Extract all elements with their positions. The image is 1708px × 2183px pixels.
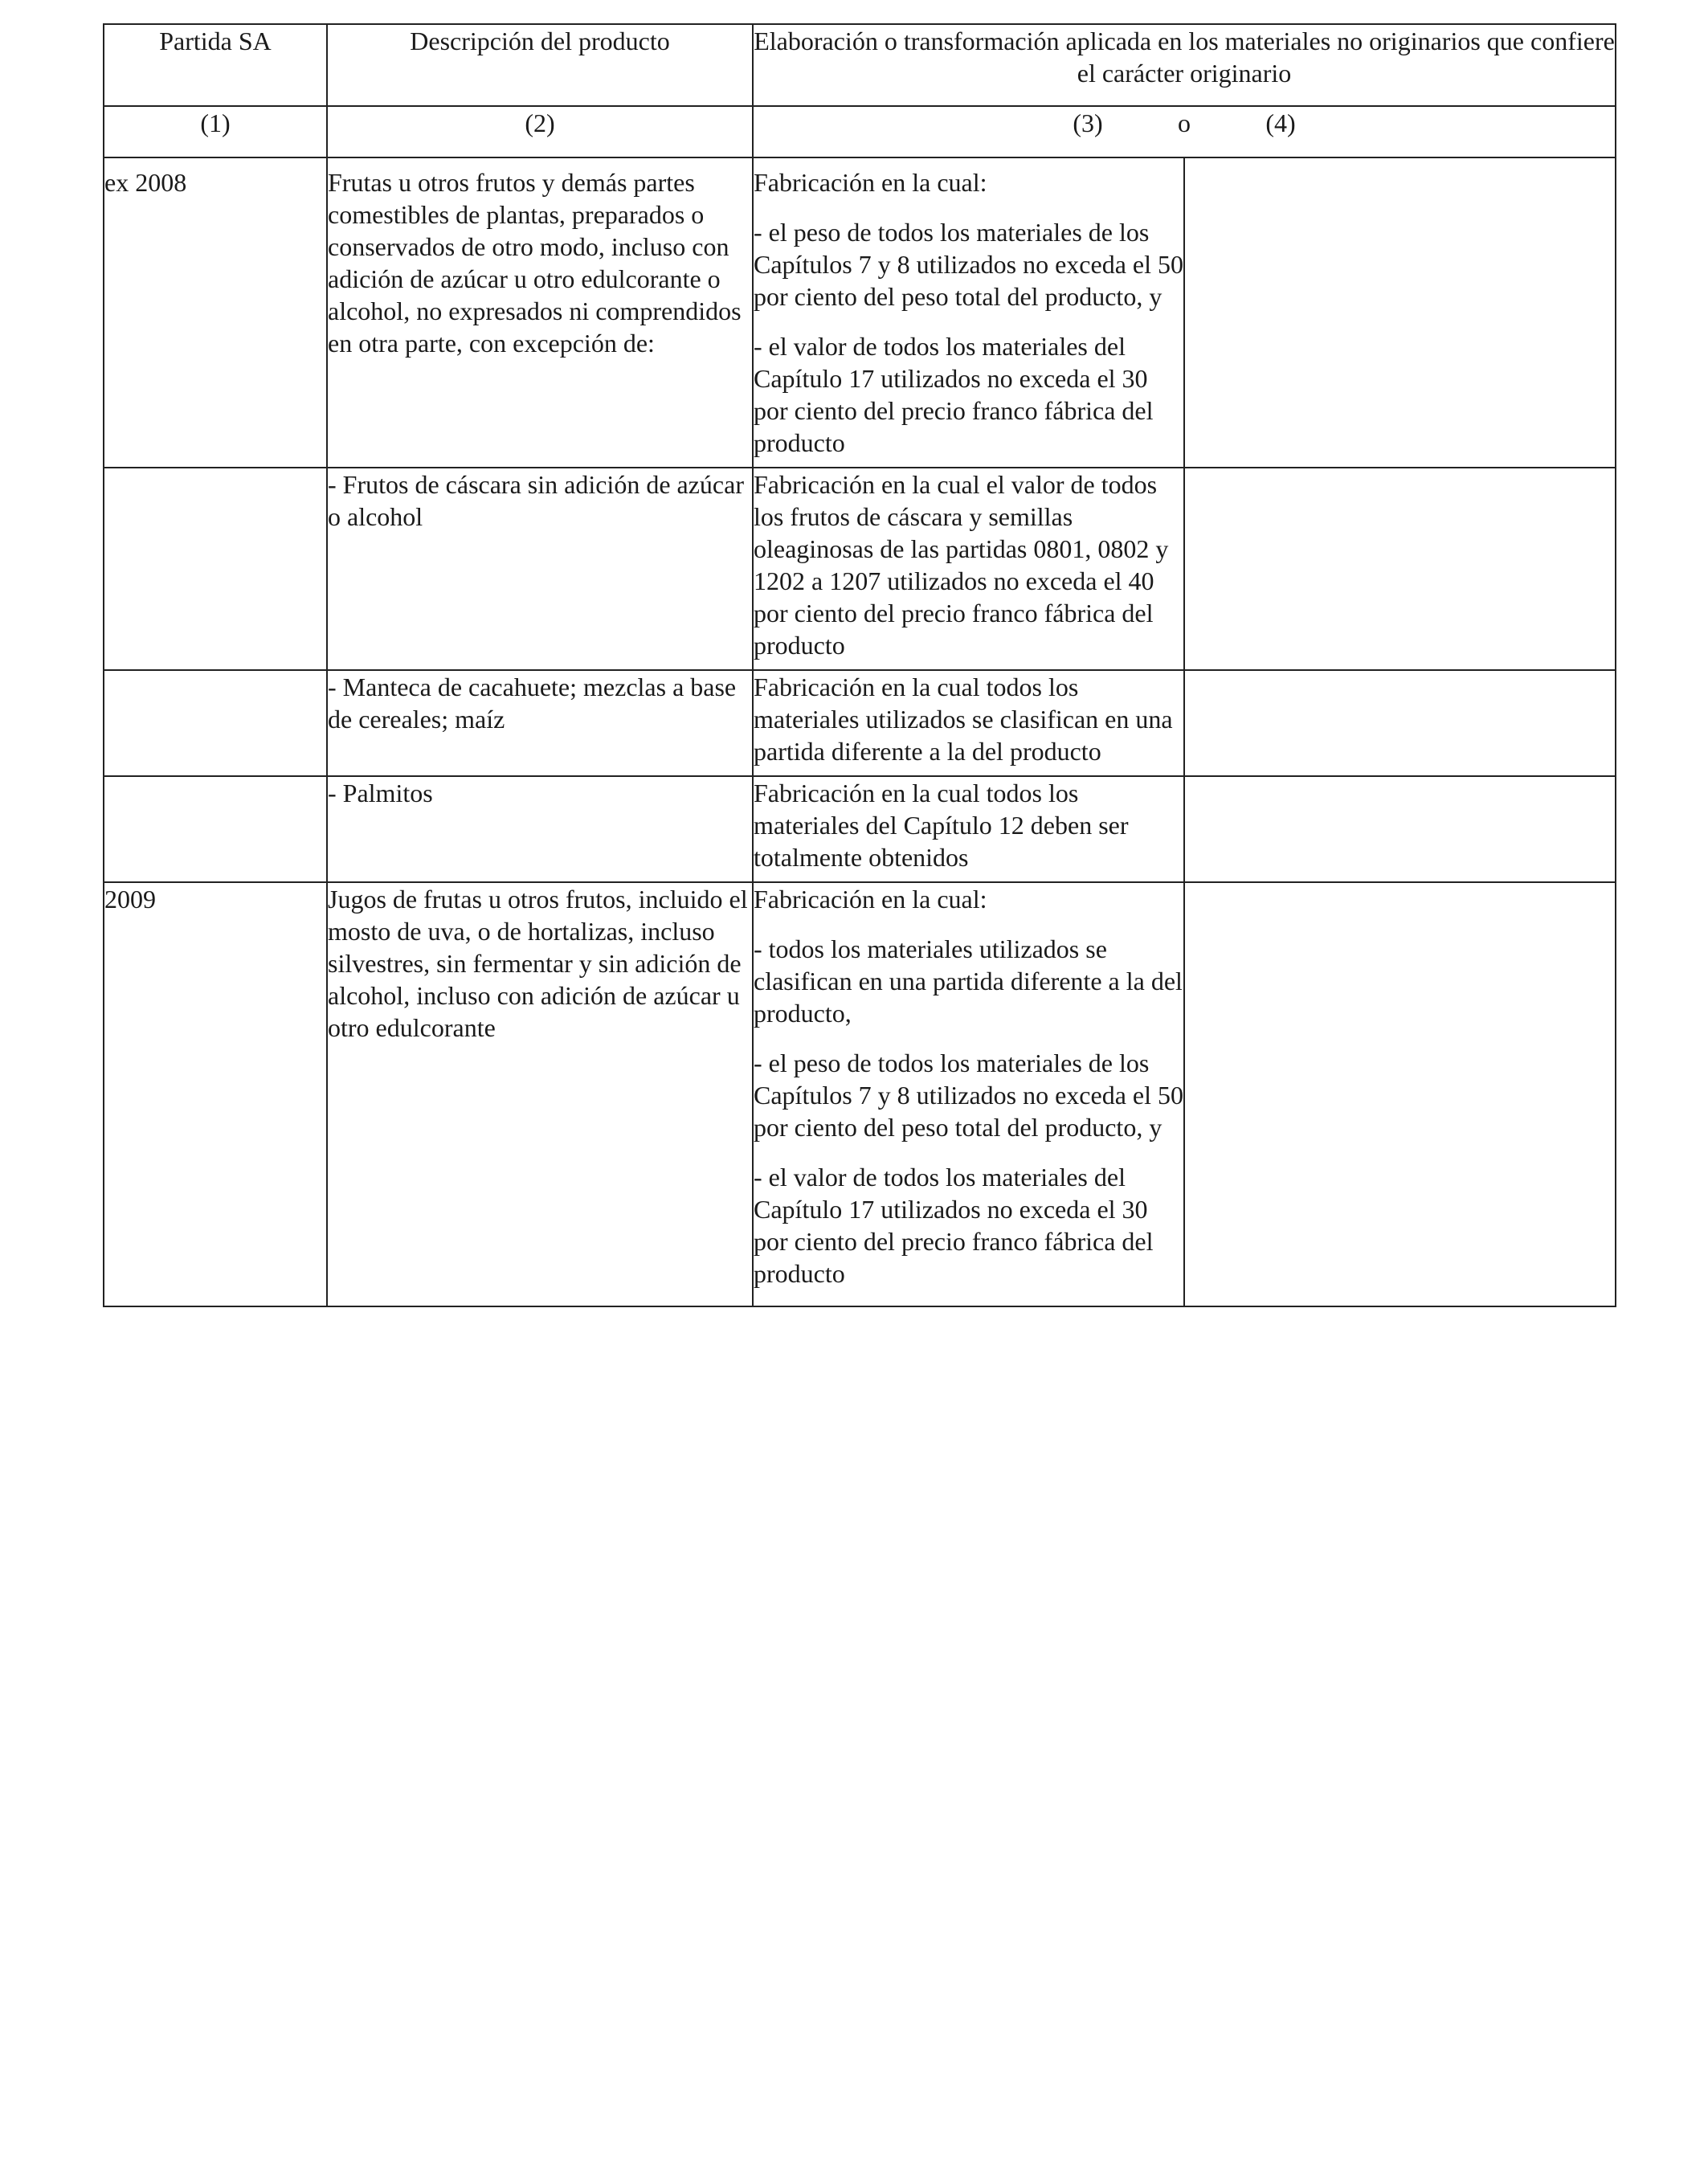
- regla-cell: [753, 882, 1184, 1306]
- partida-cell: [104, 157, 327, 468]
- rule-paragraph: Fabricación en la cual todos los materiales utilizados se clasifican en una partida diferente a la del producto: [754, 672, 1173, 766]
- header-descripcion: Descripción del producto: [327, 24, 753, 106]
- regla-cell: [753, 670, 1184, 776]
- product-description: - Palmitos: [328, 779, 433, 807]
- rule-paragraph: Fabricación en la cual el valor de todos los frutos de cáscara y semillas oleaginosas de las partidas 0801, 0802 y 1202 a 1207 utilizados no exceda el 40 por ciento del precio franco fábrica del producto: [754, 470, 1169, 660]
- column-number-3: (3): [1073, 108, 1103, 137]
- table-row: [104, 670, 1616, 776]
- descripcion-cell: [327, 157, 753, 468]
- table-row: [104, 468, 1616, 670]
- header-row: [104, 24, 1616, 106]
- partida-cell: [104, 882, 327, 1306]
- column-number-3-4: [753, 106, 1616, 157]
- product-description: Frutas u otros frutos y demás partes comestibles de plantas, preparados o conservados de otro modo, incluso con adición de azúcar u otro edulcorante o alcohol, no expresados ni comprendidos en otra parte, con excepción de:: [328, 168, 742, 358]
- regla-cell: [753, 157, 1184, 468]
- alternative-rule-cell: [1184, 468, 1616, 670]
- column-number-row: [104, 106, 1616, 157]
- table-row: [104, 157, 1616, 468]
- header-elaboracion: Elaboración o transformación aplicada en los materiales no originarios que confiere el carácter originario: [753, 24, 1616, 106]
- regla-cell: [753, 468, 1184, 670]
- rule-paragraph: - el peso de todos los materiales de los Capítulos 7 y 8 utilizados no exceda el 50 por ciento del peso total del producto, y: [754, 1049, 1183, 1142]
- rule-paragraph: Fabricación en la cual:: [754, 885, 987, 914]
- descripcion-cell: [327, 670, 753, 776]
- table-row: [104, 882, 1616, 1306]
- column-number-4: (4): [1265, 108, 1296, 137]
- partida-code: ex 2008: [104, 168, 187, 197]
- partida-code: 2009: [104, 885, 156, 914]
- table-row: [104, 776, 1616, 882]
- product-description: - Frutos de cáscara sin adición de azúcar o alcohol: [328, 470, 744, 531]
- column-or-label: o: [1178, 108, 1191, 137]
- rules-of-origin-table: [103, 23, 1616, 1307]
- rule-paragraph: - el valor de todos los materiales del Capítulo 17 utilizados no exceda el 30 por ciento del precio franco fábrica del producto: [754, 332, 1154, 457]
- rule-paragraph: Fabricación en la cual todos los materiales del Capítulo 12 deben ser totalmente obtenidos: [754, 779, 1129, 872]
- descripcion-cell: [327, 468, 753, 670]
- alternative-rule-cell: [1184, 157, 1616, 468]
- alternative-rule-cell: [1184, 882, 1616, 1306]
- rule-paragraph: - el valor de todos los materiales del Capítulo 17 utilizados no exceda el 30 por ciento del precio franco fábrica del producto: [754, 1163, 1154, 1288]
- descripcion-cell: [327, 882, 753, 1306]
- regla-cell: [753, 776, 1184, 882]
- rule-paragraph: Fabricación en la cual:: [754, 168, 987, 197]
- alternative-rule-cell: [1184, 670, 1616, 776]
- descripcion-cell: [327, 776, 753, 882]
- column-number-2: (2): [327, 106, 753, 157]
- partida-cell: [104, 468, 327, 670]
- rule-paragraph: - todos los materiales utilizados se clasifican en una partida diferente a la del producto,: [754, 934, 1183, 1028]
- header-partida-sa: Partida SA: [104, 24, 327, 106]
- column-number-1: (1): [104, 106, 327, 157]
- product-description: - Manteca de cacahuete; mezclas a base de cereales; maíz: [328, 672, 737, 734]
- partida-cell: [104, 670, 327, 776]
- alternative-rule-cell: [1184, 776, 1616, 882]
- product-description: Jugos de frutas u otros frutos, incluido el mosto de uva, o de hortalizas, incluso silvestres, sin fermentar y sin adición de alcohol, incluso con adición de azúcar u otro edulcorante: [328, 885, 748, 1042]
- rule-paragraph: - el peso de todos los materiales de los Capítulos 7 y 8 utilizados no exceda el 50 por ciento del peso total del producto, y: [754, 218, 1183, 311]
- partida-cell: [104, 776, 327, 882]
